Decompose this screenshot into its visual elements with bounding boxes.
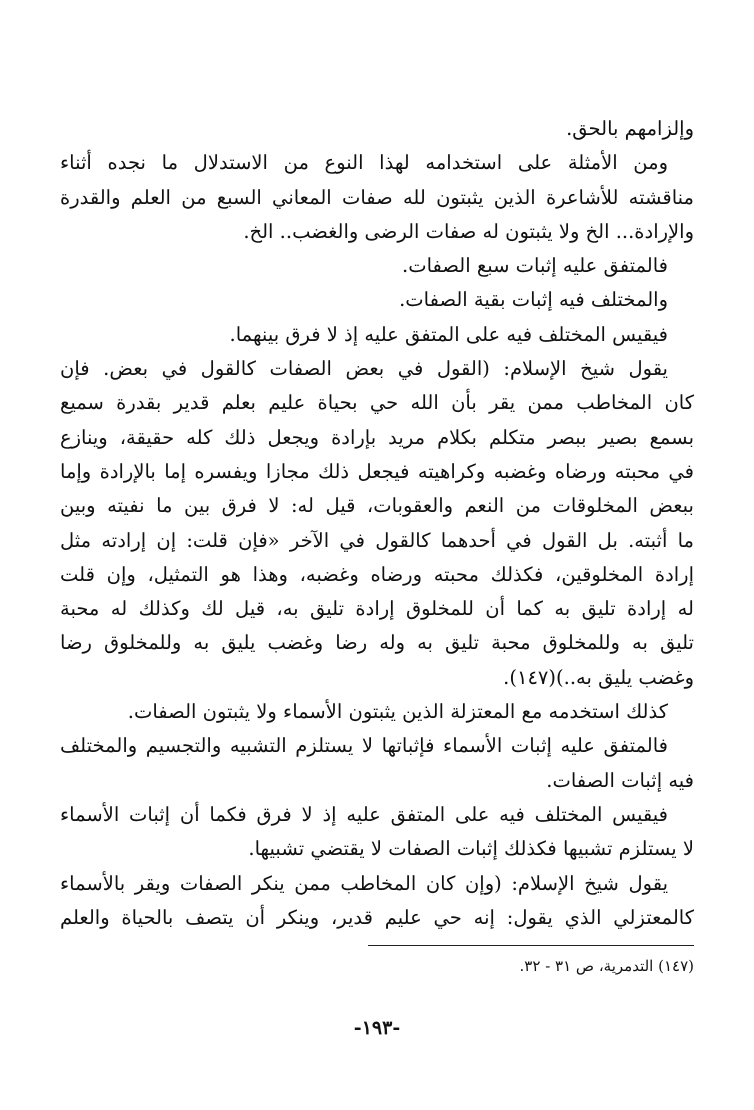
text-line: في محبته ورضاه وغضبه وكراهيته فيجعل ذلك مجازا ويفسره إما بالإرادة وإما bbox=[60, 459, 694, 483]
text-line: كذلك استخدمه مع المعتزلة الذين يثبتون الأسماء ولا يثبتون الصفات. bbox=[127, 700, 668, 724]
text-line: تليق به وللمخلوق محبة تليق به وله رضا وغضب يليق به وللمخلوق رضا bbox=[60, 631, 694, 655]
text-line: مناقشته للأشاعرة الذين يثبتون لله صفات المعاني السبع من العلم والقدرة bbox=[60, 185, 694, 209]
text-line: ومن الأمثلة على استخدامه لهذا النوع من الاستدلال ما نجده أثناء bbox=[60, 151, 668, 175]
text-line: فالمتفق عليه إثبات سبع الصفات. bbox=[402, 254, 668, 278]
text-line: وإلزامهم بالحق. bbox=[566, 117, 694, 140]
text-line: ببعض المخلوقات من النعم والعقوبات، قيل له: لا فرق بين ما نفيته وبين bbox=[60, 494, 694, 518]
text-line: يقول شيخ الإسلام: (القول في بعض الصفات كالقول في بعض. فإن bbox=[60, 357, 668, 381]
text-line: لا يستلزم تشبيها فكذلك إثبات الصفات لا يقتضي تشبيها. bbox=[248, 837, 694, 861]
page-number: -١٩٣- bbox=[353, 1017, 401, 1039]
text-line: يقول شيخ الإسلام: (وإن كان المخاطب ممن ينكر الصفات ويقر بالأسماء bbox=[60, 871, 668, 895]
footnote-divider bbox=[368, 945, 694, 946]
main-text bbox=[60, 112, 694, 935]
text-line: فيقيس المختلف فيه على المتفق عليه إذ لا فرق فكما أن إثبات الأسماء bbox=[60, 802, 668, 826]
text-line: ما أثبته. بل القول في أحدهما كالقول في الآخر «فإن قلت: إن إرادته مثل bbox=[60, 528, 694, 552]
text-line: فيقيس المختلف فيه على المتفق عليه إذ لا فرق بينهما. bbox=[229, 322, 668, 346]
text-line: كان المخاطب ممن يقر بأن الله حي بحياة عليم بعلم قدير بقدرة سميع bbox=[60, 391, 694, 415]
text-line: فيه إثبات الصفات. bbox=[546, 768, 694, 792]
text-line: والإرادة... الخ ولا يثبتون له صفات الرضى والغضب.. الخ. bbox=[243, 219, 694, 243]
text-line: والمختلف فيه إثبات بقية الصفات. bbox=[399, 288, 668, 312]
text-line: كالمعتزلي الذي يقول: إنه حي عليم قدير، وينكر أن يتصف بالحياة والعلم bbox=[60, 905, 694, 929]
text-line: بسمع بصير ببصر متكلم بكلام مريد بإرادة ويجعل ذلك كله حقيقة، وينازع bbox=[60, 425, 694, 449]
footnote: (١٤٧) التدمرية، ص ٣١ - ٣٢. bbox=[519, 957, 694, 975]
text-line: إرادة المخلوقين، فكذلك محبته ورضاه وغضبه، وهذا هو التمثيل، وإن قلت bbox=[60, 562, 694, 586]
text-line: له إرادة تليق به كما أن للمخلوق إرادة تليق به، قيل لك وكذلك له محبة bbox=[60, 597, 694, 621]
text-line: فالمتفق عليه إثبات الأسماء فإثباتها لا يستلزم التشبيه والتجسيم والمختلف bbox=[60, 734, 668, 758]
text-line: وغضب يليق به..)(١٤٧). bbox=[503, 665, 694, 689]
